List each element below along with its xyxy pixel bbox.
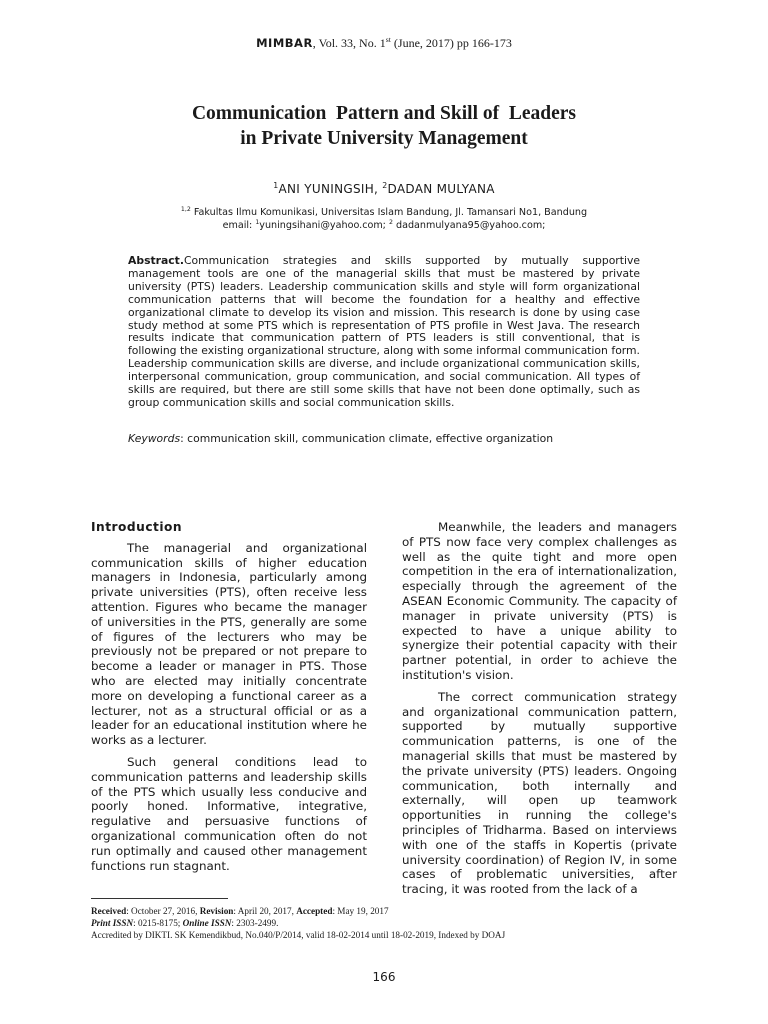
page-number: 166 <box>372 970 396 984</box>
abstract-label: Abstract. <box>128 254 184 267</box>
print-issn-label: Print ISSN <box>91 918 134 928</box>
online-issn-label: Online ISSN <box>182 918 232 928</box>
email-1: yuningsihani@yahoo.com; <box>259 220 389 231</box>
affiliation-text: Fakultas Ilmu Komunikasi, Universitas Islam Bandung, Jl. Tamansari No1, Bandung <box>190 207 588 218</box>
email-line <box>0 219 768 232</box>
author-2: DADAN MULYANA <box>387 182 495 196</box>
footnote-divider <box>91 898 228 899</box>
issue-sup: st <box>385 35 391 44</box>
accepted-date: : May 19, 2017 <box>332 906 389 916</box>
online-issn: : 2303-2499. <box>231 918 279 928</box>
received-date: : October 27, 2016, <box>126 906 200 916</box>
paragraph: The correct communication strategy and organizational communication pattern, supported by mutually supportive communication patterns, is one of the managerial skills that must be mastered by the private university (PTS) leaders. Ongoing communication, both internally and externally, will open up teamwork opportunities in running the college's principles of Tridharma. Based on interviews with one of the staffs in Kopertis (private university coordination) of Region IV, in some cases of problematic universities, after tracing, it was rooted from the lack of a <box>402 689 677 897</box>
running-head <box>0 36 768 51</box>
issue-date-pages: (June, 2017) pp 166-173 <box>390 36 512 50</box>
authors <box>0 182 768 196</box>
footnotes <box>91 905 691 941</box>
accepted-label: Accepted <box>296 906 333 916</box>
revision-date: : April 20, 2017, <box>233 906 297 916</box>
author-1: ANI YUNINGSIH, <box>278 182 383 196</box>
email-2-sup: 2 <box>388 218 393 226</box>
affiliation-sup: 1,2 <box>180 205 191 213</box>
title-line-2: in Private University Management <box>240 128 528 149</box>
author-1-sup: 1 <box>273 181 279 190</box>
abstract-text: Communication strategies and skills supported by mutually supportive management tools are one of the managerial skills that must be mastered by private university (PTS) leaders. Leadership communication skills and style will form organizational communication patterns that will become the foundation for a healthy and effective organizational climate to develop its vision and mission. This research is done by using case study method at some PTS which is representation of PTS profile in West Java. The research results indicate that communication pattern of PTS leaders is still conventional, that is following the existing organizational structure, along with some informal communication form. Leadership communication skills are diverse, and include organizational communication skills, interpersonal communication, group communication, and social communication. All types of skills are required, but there are still some skills that have not been done optimally, such as group communication skills and social communication skills. <box>128 254 640 409</box>
paragraph: Meanwhile, the leaders and managers of PTS now face very complex challenges as well as the quite tight and more open competition in the era of internationalization, especially through the agreement of the ASEAN Economic Community. The capacity of manager in private university (PTS) is expected to have a unique ability to synergize their potential capacity with their partner potential, in order to achieve the institution's vision. <box>402 520 677 682</box>
abstract <box>128 255 640 410</box>
email-2: dadanmulyana95@yahoo.com; <box>392 220 546 231</box>
paragraph: Such general conditions lead to communication patterns and leadership skills of the PTS which usually less conducive and poorly honed. Informative, integrative, regulative and persuasive functions of organizational communication often do not run optimally and caused other management functions run stagnant. <box>91 754 367 873</box>
accreditation-line: Accredited by DIKTI. SK Kemendikbud, No.040/P/2014, valid 18-02-2014 until 18-02-2019, Indexed by DOAJ <box>91 930 506 940</box>
issue-info: , Vol. 33, No. 1 <box>312 36 386 50</box>
dates-line <box>91 905 691 917</box>
email-1-sup: 1 <box>255 218 260 226</box>
keywords-text: : communication skill, communication climate, effective organization <box>180 432 554 445</box>
affiliation <box>0 206 768 232</box>
paper-title <box>60 101 708 151</box>
author-2-sup: 2 <box>382 181 388 190</box>
email-label: email: <box>222 220 256 231</box>
left-column <box>91 520 367 880</box>
journal-name: MIMBAR <box>256 36 313 50</box>
right-column <box>402 520 677 904</box>
affiliation-line <box>0 206 768 219</box>
keywords-label: Keywords <box>128 432 181 445</box>
paragraph: The managerial and organizational communication skills of higher education managers in Indonesia, particularly among private universities (PTS), often receive less attention. Figures who became the manager of universities in the PTS, generally are some of figures of the lecturers who may be previously not be prepared or not prepare to become a leader or manager in PTS. Those who are elected may initially concentrate more on developing a functional career as a lecturer, not as a structural official or as a leader for an educational institution where he works as a lecturer. <box>91 540 367 748</box>
keywords <box>128 432 640 445</box>
title-line-1: Communication Pattern and Skill of Leaders <box>191 103 577 124</box>
received-label: Received <box>91 906 127 916</box>
print-issn: : 0215-8175; <box>133 918 183 928</box>
section-heading-introduction: Introduction <box>91 520 183 534</box>
revision-label: Revision <box>199 906 234 916</box>
issn-line <box>91 917 691 929</box>
